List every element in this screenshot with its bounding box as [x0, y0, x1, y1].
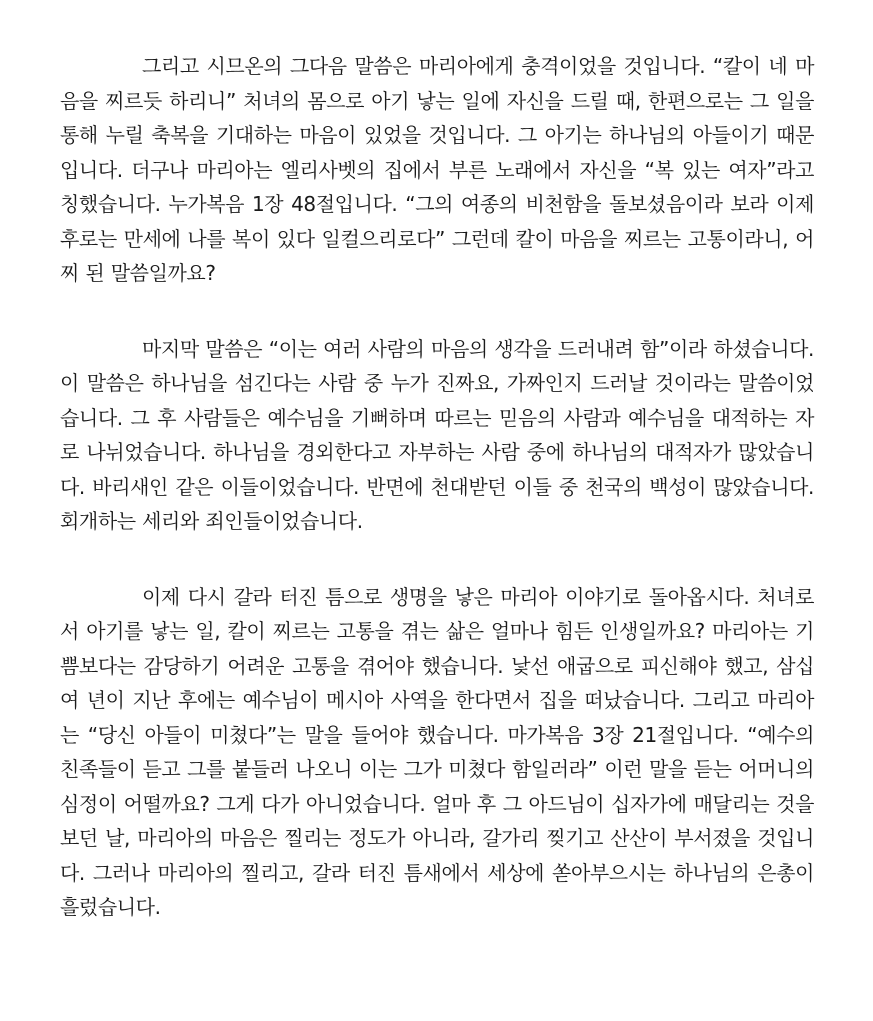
paragraph-3: 이제 다시 갈라 터진 틈으로 생명을 낳은 마리아 이야기로 돌아옵시다. 처녀로서 아기를 낳는 일, 칼이 찌르는 고통을 겪는 삶은 얼마나 힘든 인생일까요? 마리아는 기쁨보다는 감당하기 어려운 고통을 겪어야 했습니다. 낯선 애굽으로 피신해야 했고, 삼십여 년이 지난 후에는 예수님이 메시아 사역을 한다면서 집을 떠났습니다. 그리고 마리아는 “당신 아들이 미쳤다”는 말을 들어야 했습니다. 마가복음 3장 21절입니다. “예수의 친족들이 듣고 그를 붙들러 나오니 이는 그가 미쳤다 함일러라” 이런 말을 듣는 어머니의 심정이 어떨까요? 그게 다가 아니었습니다. 얼마 후 그 아드님이 십자가에 매달리는 것을 보던 날, 마리아의 마음은 찔리는 정도가 아니라, 갈가리 찢기고 산산이 부서졌을 것입니다. 그러나 마리아의 찔리고, 갈라 터진 틈새에서 세상에 쏟아부으시는 하나님의 은총이 흘렀습니다. [60, 584, 814, 919]
paragraph-2: 마지막 말씀은 “이는 여러 사람의 마음의 생각을 드러내려 함”이라 하셨습니다. 이 말씀은 하나님을 섬긴다는 사람 중 누가 진짜요, 가짜인지 드러날 것이라는 말씀이었습니다. 그 후 사람들은 예수님을 기뻐하며 따르는 믿음의 사람과 예수님을 대적하는 자로 나뉘었습니다. 하나님을 경외한다고 자부하는 사람 중에 하나님의 대적자가 많았습니다. 바리새인 같은 이들이었습니다. 반면에 천대받던 이들 중 천국의 백성이 많았습니다. 회개하는 세리와 죄인들이었습니다. [60, 336, 814, 533]
document-page [60, 49, 814, 925]
paragraph-1: 그리고 시므온의 그다음 말씀은 마리아에게 충격이었을 것입니다. “칼이 네 마음을 찌르듯 하리니” 처녀의 몸으로 아기 낳는 일에 자신을 드릴 때, 한편으로는 그 일을 통해 누릴 축복을 기대하는 마음이 있었을 것입니다. 그 아기는 하나님의 아들이기 때문입니다. 더구나 마리아는 엘리사벳의 집에서 부른 노래에서 자신을 “복 있는 여자”라고 칭했습니다. 누가복음 1장 48절입니다. “그의 여종의 비천함을 돌보셨음이라 보라 이제 후로는 만세에 나를 복이 있다 일컬으리로다” 그런데 칼이 마음을 찌르는 고통이라니, 어찌 된 말씀일까요? [60, 54, 814, 285]
